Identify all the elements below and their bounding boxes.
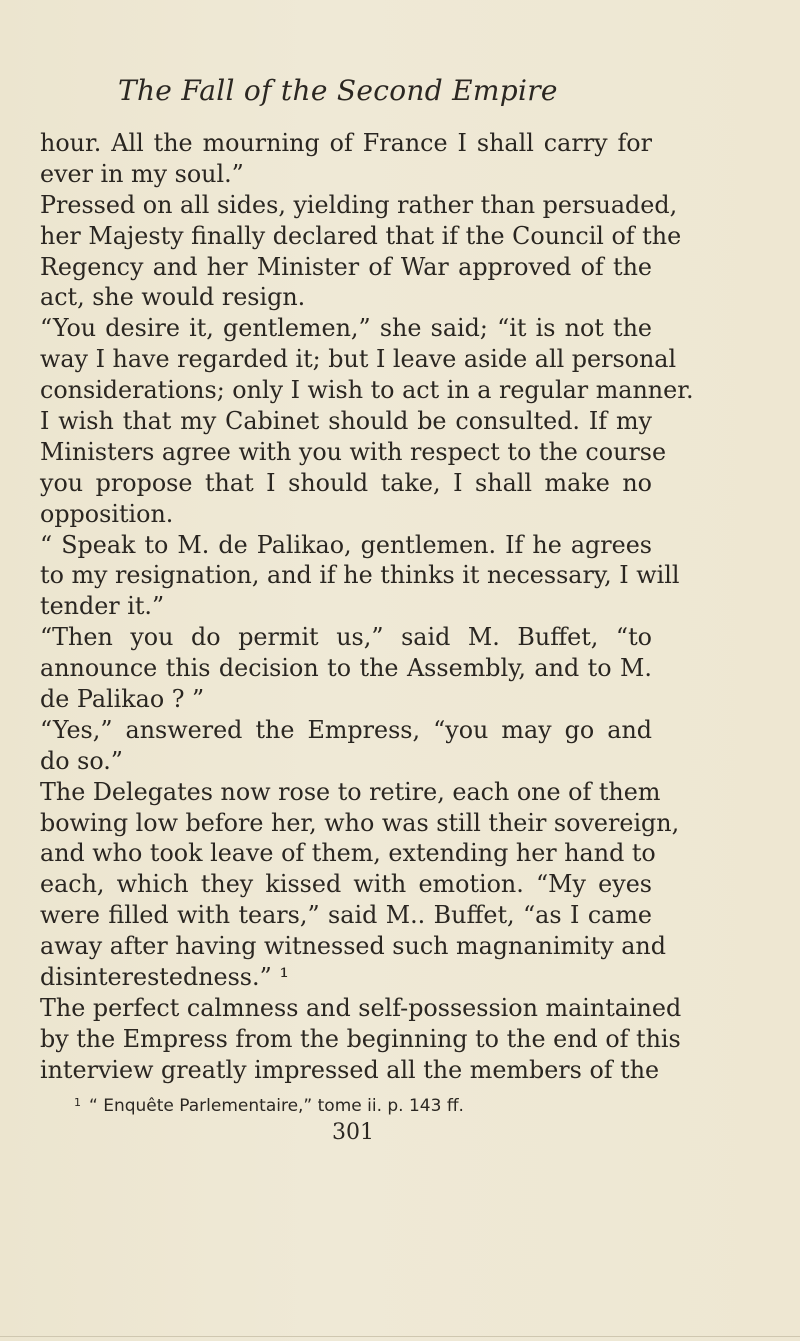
footnote-text: “ Enquête Parlementaire,” tome ii. p. 143 ff.	[89, 1095, 464, 1116]
text-line: you propose that I should take, I shall make no	[40, 468, 652, 497]
text-line: hour. All the mourning of France I shall carry for	[40, 129, 652, 157]
text-line: and who took leave of them, extending her hand to	[40, 839, 656, 868]
text-line: “ Speak to M. de Palikao, gentlemen. If he agrees	[40, 530, 652, 559]
text-line: disinterestedness.” ¹	[40, 963, 289, 992]
text-line: away after having witnessed such magnanimity and	[40, 932, 666, 961]
text-line: Ministers agree with you with respect to the course	[40, 437, 667, 466]
text-line: bowing low before her, who was still their sovereign,	[40, 808, 680, 837]
text-line: her Majesty finally declared that if the Council of the	[40, 221, 682, 250]
running-head: The Fall of the Second Empire	[118, 74, 558, 107]
page-number: 301	[332, 1119, 374, 1145]
page-edge	[0, 1336, 800, 1337]
text-line: way I have regarded it; but I leave aside all personal	[40, 345, 677, 374]
footnote-marker: 1	[74, 1095, 81, 1109]
text-line: act, she would resign.	[40, 283, 306, 312]
text-line: Pressed on all sides, yielding rather than persuaded,	[40, 190, 678, 219]
text-line: opposition.	[40, 499, 174, 528]
footnote	[74, 1096, 634, 1116]
text-line: do so.”	[40, 746, 123, 775]
body-text	[40, 128, 694, 1086]
text-line: by the Empress from the beginning to the end of this	[40, 1024, 681, 1053]
text-line: “You desire it, gentlemen,” she said; “it is not the	[40, 314, 652, 343]
text-line: “Then you do permit us,” said M. Buffet, “to	[40, 623, 652, 652]
text-line: The Delegates now rose to retire, each one of them	[40, 777, 661, 806]
text-line: announce this decision to the Assembly, and to M.	[40, 654, 652, 683]
text-line: “Yes,” answered the Empress, “you may go and	[40, 715, 652, 744]
text-line: ever in my soul.”	[40, 159, 244, 188]
text-line: were filled with tears,” said M.. Buffet, “as I came	[40, 901, 652, 930]
text-line: tender it.”	[40, 592, 165, 621]
text-line: Regency and her Minister of War approved of the	[40, 252, 652, 281]
text-line: each, which they kissed with emotion. “My eyes	[40, 870, 652, 899]
text-line: The perfect calmness and self-possession maintained	[40, 993, 682, 1022]
text-line: considerations; only I wish to act in a regular manner.	[40, 376, 694, 405]
text-line: interview greatly impressed all the members of the	[40, 1055, 660, 1084]
text-line: de Palikao ? ”	[40, 685, 205, 714]
text-line: to my resignation, and if he thinks it necessary, I will	[40, 561, 680, 590]
text-line: I wish that my Cabinet should be consulted. If my	[40, 407, 652, 436]
